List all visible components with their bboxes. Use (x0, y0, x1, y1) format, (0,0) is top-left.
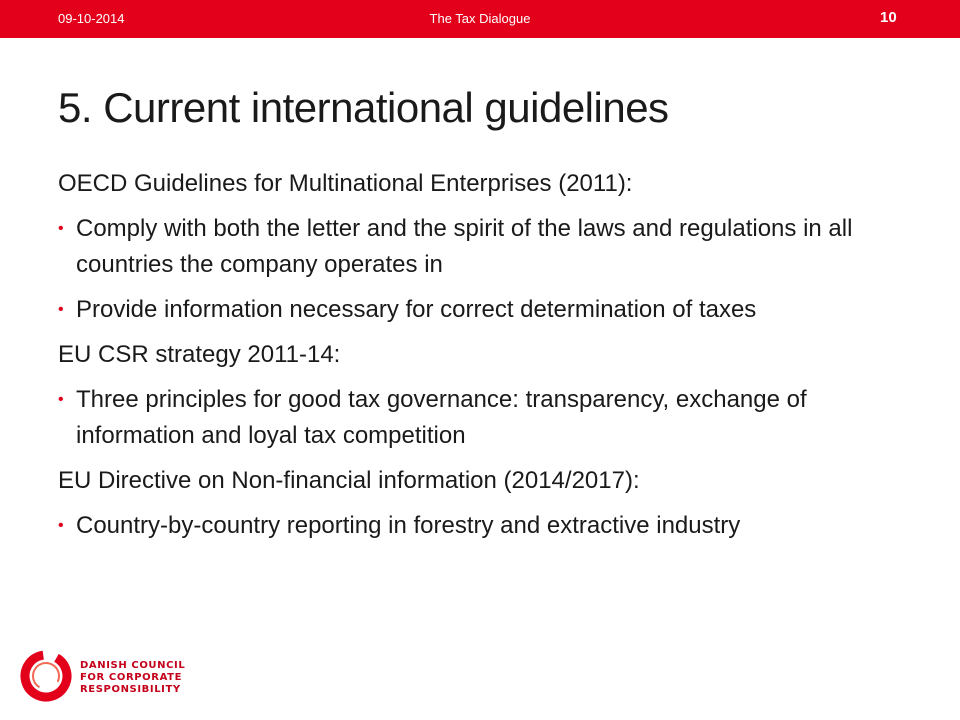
bullet-text: Provide information necessary for correct determination of taxes (76, 296, 757, 323)
logo-line-1: DANISH COUNCIL (80, 660, 186, 671)
logo-text (80, 660, 185, 696)
bullet-text: Three principles for good tax governance: transparency, exchange of information and loyal tax competition (76, 386, 807, 449)
logo-ring-icon (18, 644, 78, 708)
bullet-icon: • (58, 301, 64, 318)
slide-content (58, 166, 858, 553)
bullet-text: Country-by-country reporting in forestry and extractive industry (76, 512, 741, 539)
logo-line-3: RESPONSIBILITY (80, 684, 181, 695)
bullet-icon: • (58, 220, 64, 237)
presentation-title: The Tax Dialogue (429, 11, 531, 26)
bullet-icon: • (58, 391, 64, 408)
bullet-icon: • (58, 517, 64, 534)
bullet-item (58, 292, 858, 328)
slide-date: 09-10-2014 (58, 11, 125, 26)
section-heading-eu-csr: EU CSR strategy 2011-14: (58, 341, 341, 368)
bullet-item (58, 382, 858, 454)
section-heading-oecd: OECD Guidelines for Multinational Enterprises (2011): (58, 170, 633, 197)
bullet-text: Comply with both the letter and the spirit of the laws and regulations in all countries the company operates in (76, 215, 853, 278)
organization-logo (18, 644, 218, 708)
header-bar (0, 0, 960, 38)
slide-title: 5. Current international guidelines (58, 84, 669, 131)
logo-line-2: FOR CORPORATE (80, 672, 182, 683)
page-number: 10 (880, 9, 897, 26)
bullet-item (58, 508, 858, 544)
bullet-item (58, 211, 858, 283)
section-heading-eu-directive: EU Directive on Non-financial information (2014/2017): (58, 467, 640, 494)
